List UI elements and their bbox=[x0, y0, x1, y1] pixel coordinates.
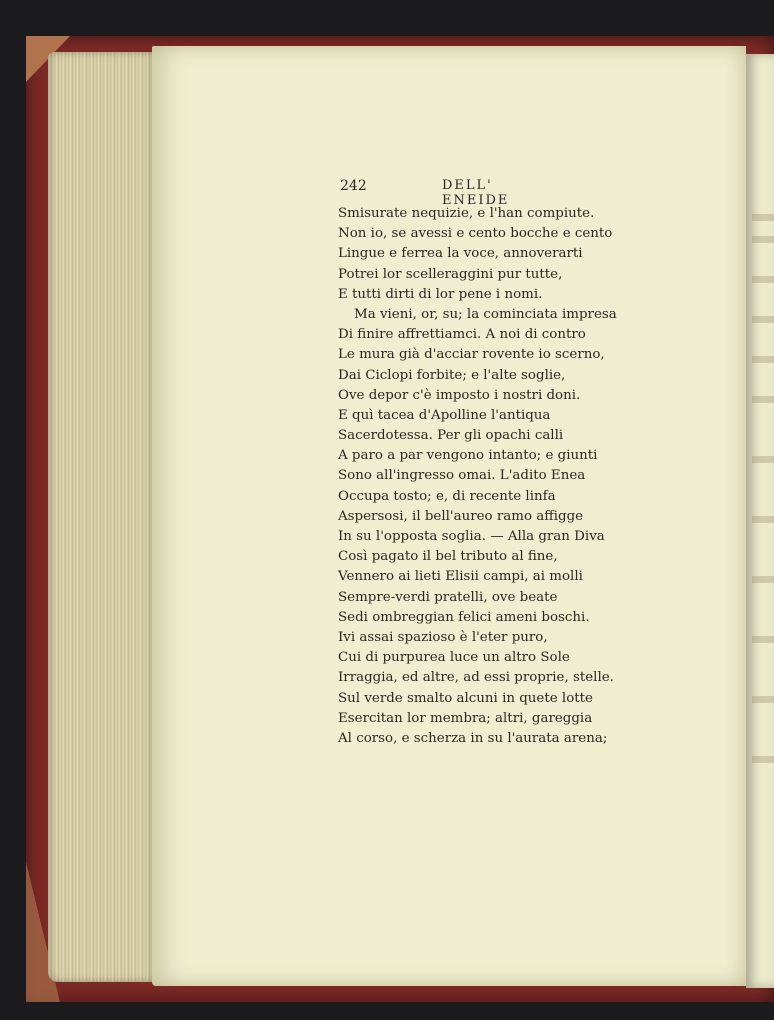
page-number: 242 bbox=[340, 178, 367, 194]
verse-line: Ma vieni, or, su; la cominciata impresa bbox=[354, 306, 617, 322]
verse-line: Potrei lor scelleraggini pur tutte, bbox=[338, 266, 563, 282]
verse-line: Sempre-verdi pratelli, ove beate bbox=[338, 589, 558, 605]
verse-line: Aspersosi, il bell'aureo ramo affigge bbox=[338, 508, 584, 524]
verse-line: Ove depor c'è imposto i nostri doni. bbox=[338, 387, 581, 403]
verse-line: Sacerdotessa. Per gli opachi calli bbox=[338, 428, 564, 444]
verse-line: Irraggia, ed altre, ad essi proprie, stelle. bbox=[338, 670, 614, 686]
verse-line: Dai Ciclopi forbite; e l'alte soglie, bbox=[338, 367, 566, 383]
verse-line: Cui di purpurea luce un altro Sole bbox=[338, 650, 570, 666]
verse-line: Smisurate nequizie, e l'han compiute. bbox=[338, 206, 595, 221]
verse-text bbox=[338, 204, 628, 749]
verse-line: Non io, se avessi e cento bocche e cento bbox=[338, 226, 613, 242]
verse-line: Vennero ai lieti Elisii campi, ai molli bbox=[338, 569, 583, 585]
running-head-title: DELL' ENEIDE bbox=[442, 178, 510, 208]
verse-line: Di finire affrettiamci. A noi di contro bbox=[338, 327, 586, 343]
verse-line: Sul verde smalto alcuni in quete lotte bbox=[338, 690, 593, 706]
verse-line: A paro a par vengono intanto; e giunti bbox=[338, 448, 598, 464]
bleed-through bbox=[752, 456, 774, 463]
bleed-through bbox=[752, 236, 774, 243]
bleed-through bbox=[752, 696, 774, 703]
bleed-through bbox=[752, 516, 774, 523]
verse-line: Sono all'ingresso omai. L'adito Enea bbox=[338, 468, 586, 484]
running-head bbox=[340, 178, 566, 208]
verse-line: Ivi assai spazioso è l'eter puro, bbox=[338, 629, 548, 645]
verse-line: Lingue e ferrea la voce, annoverarti bbox=[338, 246, 583, 262]
bleed-through bbox=[752, 214, 774, 221]
verse-line: E quì tacea d'Apolline l'antiqua bbox=[338, 407, 551, 423]
bleed-through bbox=[752, 316, 774, 323]
verse-line: Occupa tosto; e, di recente linfa bbox=[338, 488, 556, 504]
bleed-through bbox=[752, 356, 774, 363]
facing-page-edge bbox=[746, 54, 774, 988]
verse-line: Così pagato il bel tributo al fine, bbox=[338, 549, 558, 565]
verse-line: Le mura già d'acciar rovente io scerno, bbox=[338, 347, 605, 363]
verse-line: E tutti dirti di lor pene i nomi. bbox=[338, 286, 543, 302]
verse-line: Al corso, e scherza in su l'aurata arena; bbox=[338, 730, 608, 746]
bleed-through bbox=[752, 636, 774, 643]
bleed-through bbox=[752, 396, 774, 403]
bleed-through bbox=[752, 756, 774, 763]
verse-line: Sedi ombreggian felici ameni boschi. bbox=[338, 609, 590, 625]
page-edges bbox=[48, 52, 160, 982]
verse-line: In su l'opposta soglia. — Alla gran Diva bbox=[338, 529, 605, 544]
bleed-through bbox=[752, 276, 774, 283]
verse-line: Esercitan lor membra; altri, gareggia bbox=[338, 710, 593, 726]
bleed-through bbox=[752, 576, 774, 583]
